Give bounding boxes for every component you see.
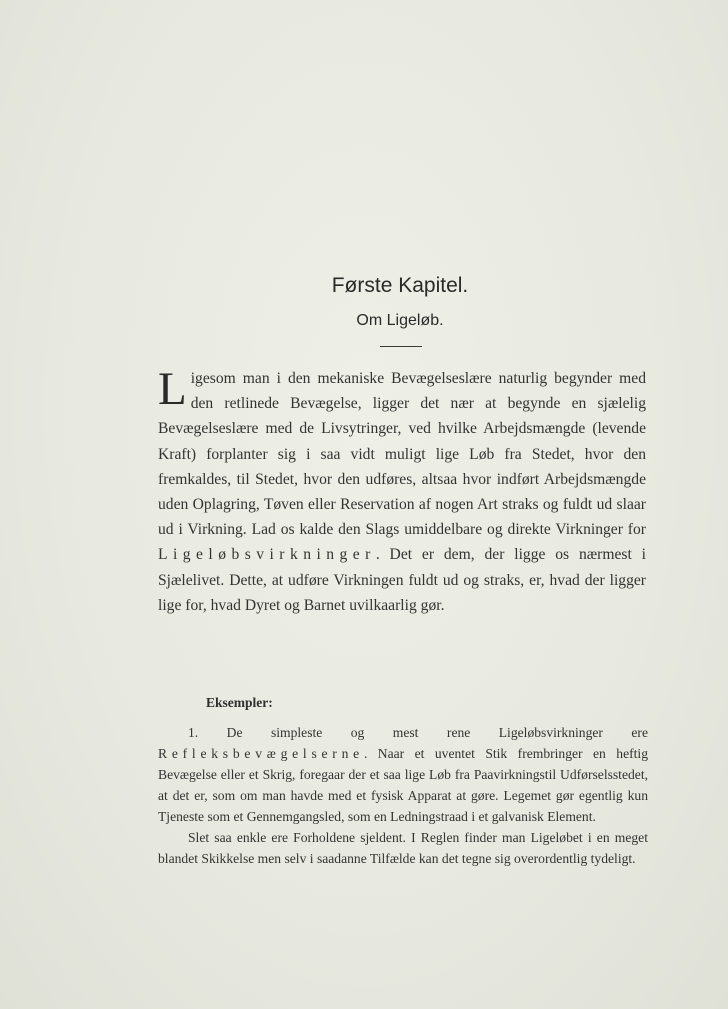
examples-section xyxy=(158,722,648,869)
example-1-rest: . Naar et uventet Stik frembringer en heftig Bevægelse eller et Skrig, foregaar der et saa lige Løb fra Paavirkningstil Udførselsstedet, at det er, som om man havde med et fysisk Apparat at gøre. Legemet gør egentlig kun Tjeneste som et Gennemgangsled, som en Ledningstraad i et galvanisk Element. xyxy=(158,746,648,824)
body-spaced-term: Ligeløbsvirkninger xyxy=(158,546,376,564)
drop-cap: L xyxy=(158,363,187,415)
chapter-subtitle: Om Ligeløb. xyxy=(356,312,444,329)
title-divider xyxy=(380,346,422,347)
example-1-start: 1. De simpleste og mest rene Ligeløbsvirkninger ere xyxy=(188,725,648,740)
example-paragraph-1 xyxy=(158,722,648,827)
example-1-spaced-term: Refleksbevægelserne xyxy=(158,746,364,761)
body-text-part2: . Det er dem, der ligge os nærmest i Sjælelivet. Dette, at udføre Virkningen fuldt ud og straks, er, hvad der ligger lige for, hvad Dyret og Barnet uvilkaarlig gør. xyxy=(158,546,646,614)
example-paragraph-2: Slet saa enkle ere Forholdene sjeldent. I Reglen finder man Ligeløbet i en meget blandet Skikkelse men selv i saadanne Tilfælde kan det tegne sig overordentlig tydeligt. xyxy=(158,830,648,866)
body-text-part1: igesom man i den mekaniske Bevægelseslære naturlig begynder med den retlinede Bevægelse, ligger det nær at begynde en sjælelig Bevægelseslære med de Livsytringer, ved hvilke Arbejdsmængde (levende Kraft) forplanter sig i saa vidt muligt lige Løb fra Stedet, hvor den fremkaldes, til Stedet, hvor den udføres, altsaa hvor indført Arbejdsmængde uden Oplagring, Tøven eller Reservation af nogen Art straks og fuldt ud slaar ud i Virkning. Lad os kalde den Slags umiddelbare og direkte Virkninger for xyxy=(158,370,646,539)
body-paragraph xyxy=(158,363,646,618)
chapter-title: Første Kapitel. xyxy=(331,274,469,297)
examples-heading: Eksempler: xyxy=(206,695,273,710)
